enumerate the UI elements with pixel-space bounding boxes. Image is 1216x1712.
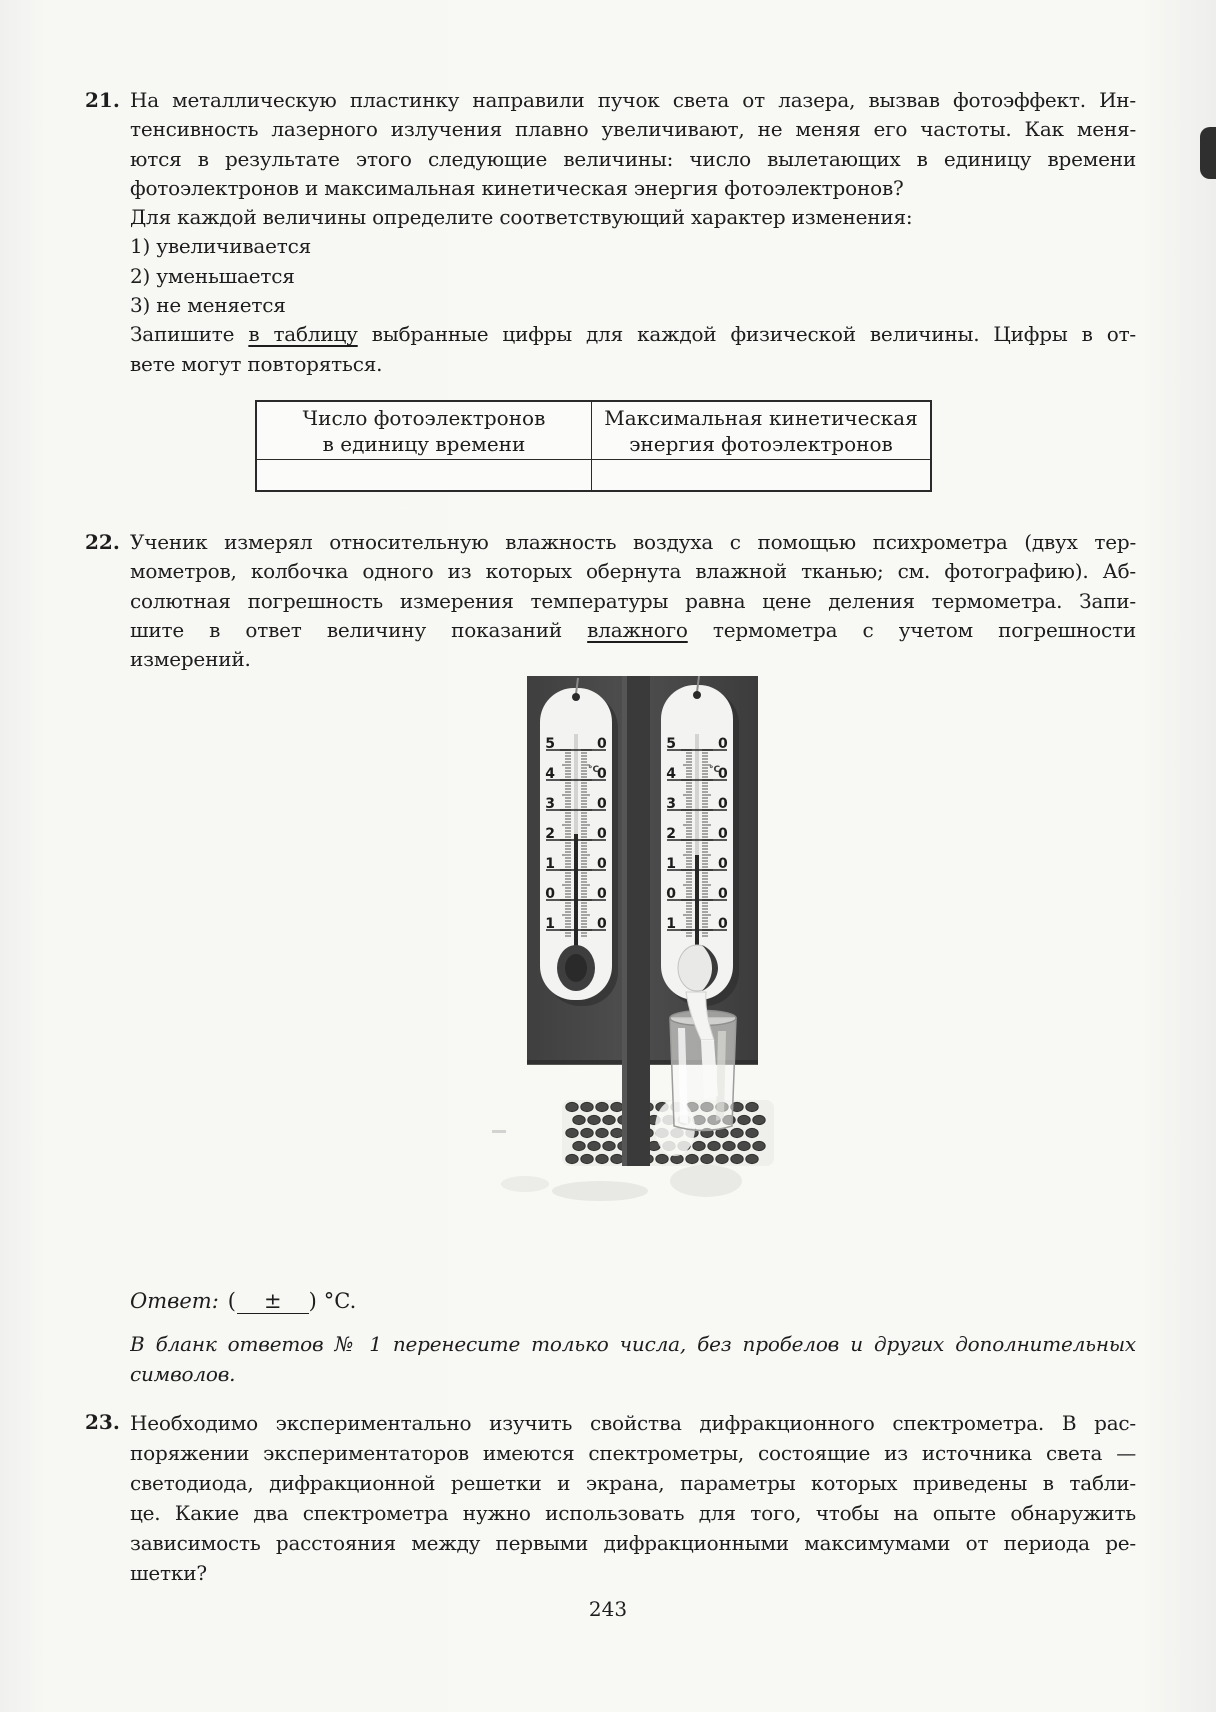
psychrometer-illustration	[490, 676, 790, 1270]
text-line: зависимость расстояния между первыми дифракционными максимумами от периода ре-	[130, 1531, 1136, 1555]
text-line: тенсивность лазерного излучения плавно увеличивают, не меняя его частоты. Как меня-	[130, 117, 1136, 142]
table-reflection	[501, 1176, 549, 1192]
stand-post-highlight	[622, 676, 627, 1166]
svg-text:2: 2	[545, 826, 555, 842]
text-line	[130, 616, 1136, 645]
question-23-text	[130, 1408, 1136, 1588]
svg-text:°C: °C	[588, 765, 600, 775]
scan-smudge	[492, 1130, 506, 1133]
text-line	[130, 320, 1136, 349]
plus-minus-sign: ±	[263, 1289, 282, 1313]
text-line: фотоэлектронов и максимальная кинетическая энергия фотоэлектронов?	[130, 175, 904, 200]
hanging-hole	[693, 691, 701, 699]
question-22-text	[130, 528, 1136, 674]
svg-text:0: 0	[597, 796, 607, 812]
svg-text:1: 1	[666, 916, 676, 932]
transfer-note	[130, 1329, 1136, 1389]
open-paren: (	[227, 1289, 236, 1313]
text-line: ются в результате этого следующие величины: число вылетающих в единицу времени	[130, 146, 1136, 171]
text-line: це. Какие два спектрометра нужно использовать для того, чтобы на опыте обнаружить	[130, 1501, 1136, 1525]
svg-text:1: 1	[545, 856, 555, 872]
svg-text:0: 0	[545, 886, 555, 902]
svg-text:2: 2	[666, 826, 676, 842]
question-21-number: 21.	[85, 88, 120, 112]
svg-text:0: 0	[718, 766, 728, 782]
text-line: Необходимо экспериментально изучить свойства дифракционного спектрометра. В рас-	[130, 1411, 1136, 1435]
svg-text:0: 0	[597, 856, 607, 872]
svg-text:0: 0	[718, 826, 728, 842]
answer-table	[255, 400, 932, 492]
table-empty-cell	[257, 460, 592, 490]
underlined-text: в таблицу	[248, 322, 358, 347]
answer-blank	[237, 1289, 309, 1314]
text-line: мометров, колбочка одного из которых обернута влажной тканью; см. фотографию). Аб-	[130, 559, 1136, 584]
question-21-text	[130, 86, 1136, 379]
text-line: Ученик измерял относительную влажность воздуха с помощью психрометра (двух тер-	[130, 530, 1136, 554]
svg-text:0: 0	[597, 736, 607, 752]
svg-text:0: 0	[718, 916, 728, 932]
svg-text:0: 0	[718, 886, 728, 902]
svg-text:4: 4	[545, 766, 555, 782]
svg-text:°C: °C	[709, 765, 721, 775]
question-22-number: 22.	[85, 530, 120, 554]
text-line: солютная погрешность измерения температуры равна цене деления термометра. Запи-	[130, 588, 1136, 613]
note-line: символов.	[130, 1362, 236, 1386]
svg-text:5: 5	[666, 736, 676, 752]
svg-text:0: 0	[718, 796, 728, 812]
page-number: 243	[588, 1597, 628, 1621]
table-header-cell	[257, 402, 592, 460]
close-paren: )	[308, 1289, 317, 1313]
answer-option-3: 3) не меняется	[130, 293, 286, 318]
table-header-line: энергия фотоэлектронов	[629, 432, 893, 456]
answer-option-1: 1) увеличивается	[130, 234, 312, 259]
svg-text:5: 5	[545, 736, 555, 752]
svg-text:0: 0	[597, 766, 607, 782]
table-reflection	[552, 1181, 648, 1201]
psychrometer-photo	[490, 676, 790, 1270]
svg-text:3: 3	[666, 796, 676, 812]
svg-text:0: 0	[718, 856, 728, 872]
svg-text:0: 0	[718, 736, 728, 752]
svg-text:3: 3	[545, 796, 555, 812]
svg-text:4: 4	[666, 766, 676, 782]
svg-text:0: 0	[597, 826, 607, 842]
text-line: измерений.	[130, 647, 251, 672]
answer-line	[130, 1289, 356, 1314]
text-segment: термометра с учетом погрешности	[687, 617, 1136, 642]
text-segment: Запишите	[130, 322, 249, 347]
underlined-text: влажного	[587, 617, 688, 642]
text-segment: выбранные цифры для каждой физической величины. Цифры в от-	[357, 322, 1136, 347]
svg-text:0: 0	[597, 916, 607, 932]
text-segment: шите в ответ величину показаний	[130, 617, 588, 642]
question-23-number: 23.	[85, 1410, 120, 1434]
text-line: вете могут повторяться.	[130, 351, 383, 376]
scan-artifact	[1200, 127, 1216, 179]
unit-label: °C.	[323, 1289, 357, 1313]
table-header-line: Число фотоэлектронов	[302, 406, 546, 430]
text-line: Для каждой величины определите соответствующий характер изменения:	[130, 205, 913, 230]
table-empty-cell	[592, 460, 930, 490]
text-line: На металлическую пластинку направили пучок света от лазера, вызвав фотоэффект. Ин-	[130, 88, 1136, 112]
glass-reflection	[670, 1165, 742, 1197]
text-line: поряжении экспериментаторов имеются спектрометры, состоящие из источника света —	[130, 1441, 1136, 1465]
table-header-cell	[592, 402, 930, 460]
svg-text:0: 0	[597, 886, 607, 902]
hanging-hole	[572, 693, 580, 701]
table-header-line: Максимальная кинетическая	[604, 406, 918, 430]
svg-text:0: 0	[666, 886, 676, 902]
answer-option-2: 2) уменьшается	[130, 263, 295, 288]
note-line: В бланк ответов № 1 перенесите только числа, без пробелов и других дополнительных	[130, 1332, 1136, 1356]
svg-text:1: 1	[666, 856, 676, 872]
dry-bulb-center	[565, 954, 587, 982]
text-line: светодиода, дифракционной решетки и экрана, параметры которых приведены в табли-	[130, 1471, 1136, 1495]
svg-text:1: 1	[545, 916, 555, 932]
text-line: шетки?	[130, 1561, 207, 1585]
table-header-line: в единицу времени	[322, 432, 526, 456]
answer-label: Ответ:	[130, 1289, 219, 1313]
